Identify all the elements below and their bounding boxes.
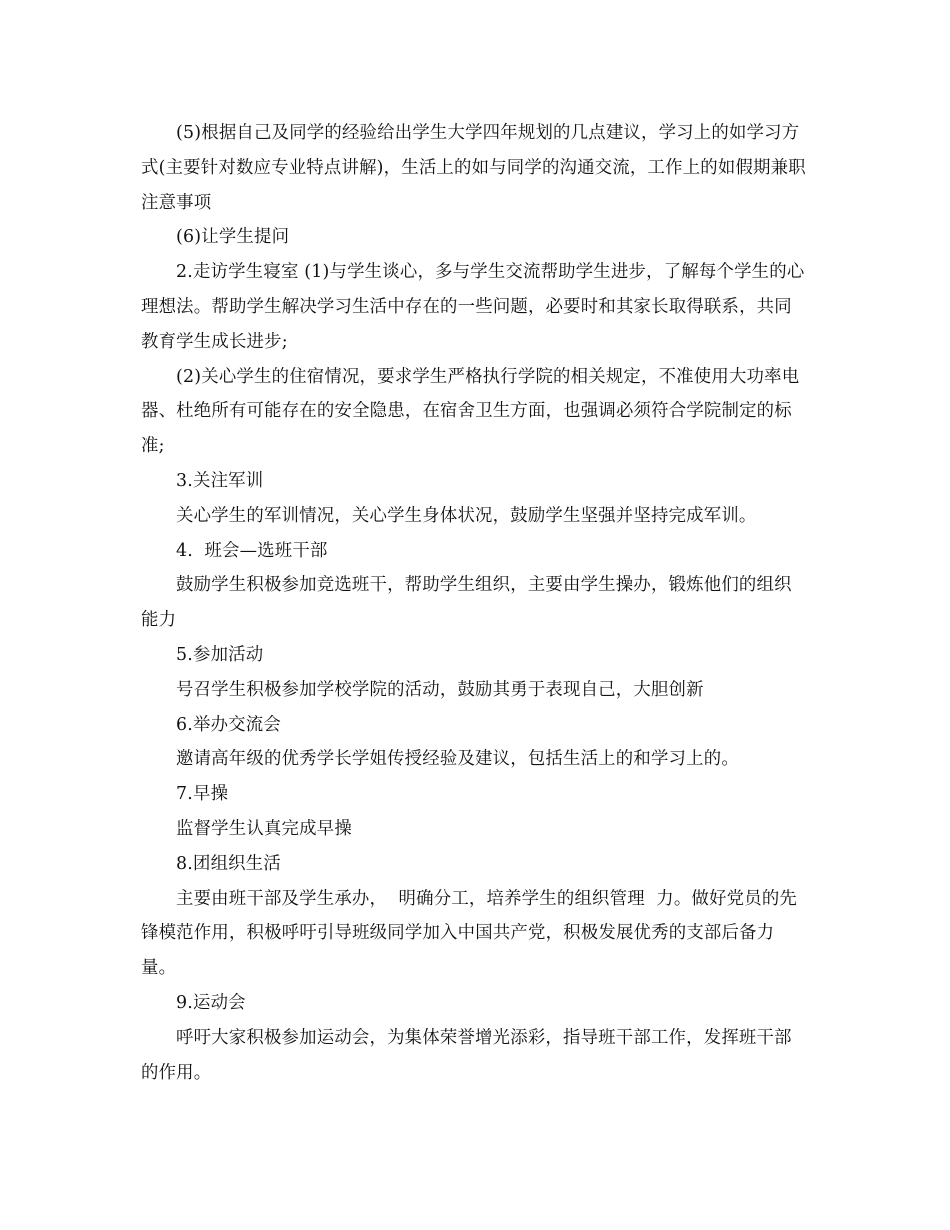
paragraph-7: 4. 班会—选班干部 [176,540,328,561]
paragraph-2: (6)让学生提问 [176,227,290,248]
paragraph-17: 9.运动会 [176,992,246,1013]
paragraph-4: (2)关心学生的住宿情况，要求学生严格执行学院的相关规定，不准使用大功率电器、杜绝所有可能存在的安全隐患，在宿舍卫生方面，也强调必须符合学院制定的标准; [141,366,800,457]
document-body [141,116,809,1090]
paragraph-14: 监督学生认真完成早操 [176,818,352,839]
paragraph-15: 8.团组织生活 [176,853,281,874]
paragraph-18: 呼吁大家积极参加运动会，为集体荣誉增光添彩，指导班干部工作，发挥班干部的作用。 [141,1027,792,1083]
paragraph-9: 5.参加活动 [176,644,264,665]
paragraph-11: 6.举办交流会 [176,714,281,735]
paragraph-1: (5)根据自己及同学的经验给出学生大学四年规划的几点建议，学习上的如学习方式(主要针对数应专业特点讲解)，生活上的如与同学的沟通交流，工作上的如假期兼职注意事项 [141,123,806,213]
paragraph-3: 2.走访学生寝室 (1)与学生谈心，多与学生交流帮助学生进步，了解每个学生的心理想法。帮助学生解决学习生活中存在的一些问题，必要时和其家长取得联系，共同教育学生成长进步; [141,262,805,352]
paragraph-6: 关心学生的军训情况，关心学生身体状况，鼓励学生坚强并坚持完成军训。 [176,505,757,526]
paragraph-16: 主要由班干部及学生承办， 明确分工，培养学生的组织管理 力。做好党员的先锋模范作用，积极呼吁引导班级同学加入中国共产党，积极发展优秀的支部后备力量。 [141,888,797,979]
paragraph-13: 7.早操 [176,784,229,805]
paragraph-5: 3.关注军训 [176,470,264,491]
paragraph-12: 邀请高年级的优秀学长学姐传授经验及建议，包括生活上的和学习上的。 [176,749,739,770]
paragraph-10: 号召学生积极参加学校学院的活动，鼓励其勇于表现自己，大胆创新 [176,679,704,700]
paragraph-8: 鼓励学生积极参加竞选班干，帮助学生组织，主要由学生操办，锻炼他们的组织能力 [141,575,792,631]
